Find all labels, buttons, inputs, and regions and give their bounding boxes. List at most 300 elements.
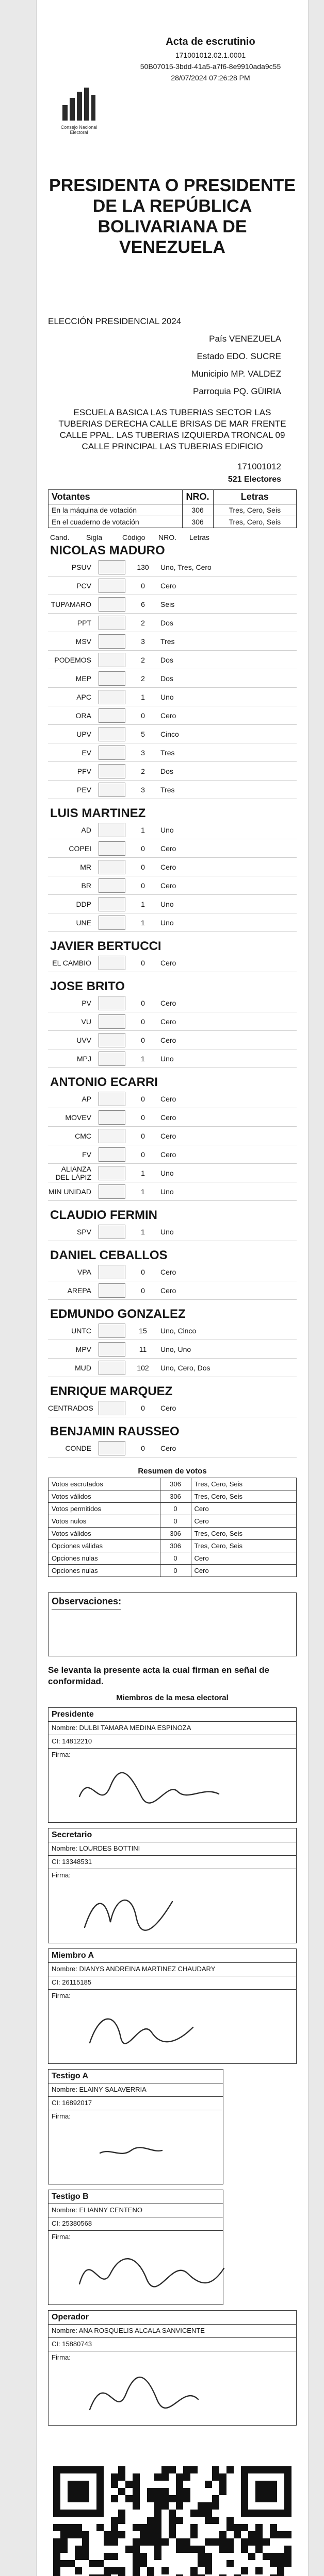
votantes-header-nro: NRO. bbox=[182, 490, 213, 504]
party-logo-icon bbox=[99, 1110, 125, 1125]
handwritten-signature bbox=[48, 2243, 223, 2304]
party-votes: 0 bbox=[141, 844, 145, 853]
qr-module bbox=[212, 2517, 219, 2524]
observaciones-box bbox=[48, 1592, 297, 1656]
qr-module bbox=[133, 2560, 140, 2567]
qr-module bbox=[284, 2481, 291, 2488]
member-firma-label: Firma: bbox=[52, 1992, 71, 1999]
qr-module bbox=[140, 2524, 147, 2531]
party-votes-letras: Cero bbox=[160, 1131, 176, 1140]
qr-module bbox=[263, 2466, 270, 2473]
party-row bbox=[48, 821, 297, 839]
qr-module bbox=[226, 2546, 234, 2553]
qr-module bbox=[125, 2495, 133, 2502]
qr-module bbox=[133, 2481, 140, 2488]
qr-module bbox=[284, 2531, 291, 2538]
qr-module bbox=[118, 2488, 125, 2495]
election-office: PRESIDENTA O PRESIDENTE DE LA REPÚBLICA BOLIVARIANA DE VENEZUELA bbox=[49, 176, 296, 257]
member-firma-label: Firma: bbox=[52, 1871, 71, 1879]
party-sigla: MPV bbox=[75, 1345, 91, 1353]
votantes-header-letras: Letras bbox=[213, 490, 296, 504]
candidate-name: EDMUNDO GONZALEZ bbox=[50, 1307, 186, 1321]
party-row bbox=[48, 577, 297, 595]
member-signature-block bbox=[48, 2190, 223, 2305]
qr-module bbox=[255, 2495, 263, 2502]
party-votes: 2 bbox=[141, 655, 145, 664]
resumen-letras: Tres, Cero, Seis bbox=[191, 1528, 296, 1540]
party-row bbox=[48, 614, 297, 632]
member-name: Nombre: DULBI TAMARA MEDINA ESPINOZA bbox=[48, 1722, 296, 1735]
table-row bbox=[48, 1552, 297, 1565]
party-sigla: COPEI bbox=[69, 844, 91, 853]
party-logo-icon bbox=[99, 1129, 125, 1143]
qr-module bbox=[198, 2560, 205, 2567]
party-row bbox=[48, 895, 297, 913]
table-row bbox=[48, 1565, 297, 1577]
party-logo-icon bbox=[99, 916, 125, 930]
party-logo-icon bbox=[99, 878, 125, 893]
member-ci: CI: 26115185 bbox=[48, 1976, 296, 1990]
qr-module bbox=[161, 2567, 169, 2574]
members-title: Miembros de la mesa electoral bbox=[116, 1693, 229, 1702]
qr-module bbox=[96, 2502, 104, 2510]
col-nro: NRO. bbox=[158, 533, 176, 541]
qr-module bbox=[263, 2538, 270, 2546]
party-votes: 0 bbox=[141, 1094, 145, 1103]
qr-module bbox=[241, 2510, 248, 2517]
qr-module bbox=[270, 2495, 277, 2502]
member-signature-block bbox=[48, 2069, 223, 2184]
party-votes: 3 bbox=[141, 637, 145, 646]
party-logo-icon bbox=[99, 783, 125, 797]
party-sigla: BR bbox=[81, 881, 91, 890]
qr-module bbox=[226, 2538, 234, 2546]
qr-module bbox=[212, 2473, 219, 2481]
party-row bbox=[48, 1031, 297, 1049]
party-logo-icon bbox=[99, 823, 125, 837]
qr-module bbox=[270, 2488, 277, 2495]
party-votes-letras: Uno bbox=[160, 1054, 174, 1063]
party-votes: 1 bbox=[141, 1054, 145, 1063]
party-logo-icon bbox=[99, 1225, 125, 1239]
party-votes: 0 bbox=[141, 1017, 145, 1026]
party-votes-letras: Tres bbox=[160, 748, 175, 757]
party-votes: 1 bbox=[141, 900, 145, 908]
resumen-label: Votos nulos bbox=[48, 1515, 160, 1528]
resumen-nro: 0 bbox=[160, 1552, 191, 1565]
qr-module bbox=[96, 2466, 104, 2473]
party-logo-icon bbox=[99, 841, 125, 856]
table-row bbox=[48, 1540, 297, 1552]
acta-uuid: 50B07015-3bdd-41a5-a7f6-8e9910ada9c55 bbox=[140, 62, 281, 71]
votantes-header-label: Votantes bbox=[48, 490, 183, 504]
party-votes-letras: Cero bbox=[160, 881, 176, 890]
candidate-name: JOSE BRITO bbox=[50, 979, 125, 993]
party-row bbox=[48, 1108, 297, 1127]
party-votes: 0 bbox=[141, 1444, 145, 1452]
resumen-letras: Tres, Cero, Seis bbox=[191, 1490, 296, 1503]
qr-module bbox=[169, 2524, 176, 2531]
party-sigla: UNTC bbox=[71, 1326, 91, 1335]
qr-module bbox=[53, 2466, 60, 2473]
qr-module bbox=[96, 2481, 104, 2488]
party-votes: 0 bbox=[141, 711, 145, 720]
qr-module bbox=[133, 2495, 140, 2502]
parroquia: Parroquia PQ. GÜIRIA bbox=[192, 386, 281, 396]
qr-module bbox=[183, 2488, 190, 2495]
qr-module bbox=[60, 2466, 68, 2473]
qr-module bbox=[53, 2560, 60, 2567]
qr-module bbox=[176, 2495, 183, 2502]
col-cand: Cand. bbox=[50, 533, 70, 541]
party-votes: 2 bbox=[141, 618, 145, 627]
qr-module bbox=[75, 2546, 82, 2553]
party-votes-letras: Cero bbox=[160, 998, 176, 1007]
qr-module bbox=[147, 2495, 154, 2502]
party-row bbox=[48, 994, 297, 1012]
qr-module bbox=[154, 2473, 161, 2481]
qr-module bbox=[263, 2488, 270, 2495]
party-row bbox=[48, 632, 297, 651]
qr-module bbox=[53, 2538, 60, 2546]
qr-module bbox=[183, 2466, 190, 2473]
party-votes-letras: Cinco bbox=[160, 730, 179, 738]
party-sigla: MSV bbox=[75, 637, 91, 646]
qr-module bbox=[270, 2510, 277, 2517]
qr-module bbox=[263, 2553, 270, 2560]
qr-module bbox=[75, 2567, 82, 2574]
qr-module bbox=[154, 2495, 161, 2502]
party-votes-letras: Uno, Cinco bbox=[160, 1326, 197, 1335]
qr-module bbox=[205, 2502, 212, 2510]
qr-module bbox=[161, 2538, 169, 2546]
party-sigla: MIN UNIDAD bbox=[48, 1187, 91, 1196]
party-row bbox=[48, 876, 297, 895]
party-votes-letras: Cero bbox=[160, 1150, 176, 1159]
party-votes-letras: Dos bbox=[160, 767, 173, 775]
party-votes: 0 bbox=[141, 1150, 145, 1159]
qr-module bbox=[270, 2481, 277, 2488]
qr-module bbox=[111, 2481, 118, 2488]
party-logo-icon bbox=[99, 579, 125, 593]
party-votes: 2 bbox=[141, 767, 145, 775]
qr-module bbox=[284, 2553, 291, 2560]
qr-module bbox=[154, 2538, 161, 2546]
qr-module bbox=[154, 2510, 161, 2517]
candidate-name: JAVIER BERTUCCI bbox=[50, 939, 161, 953]
qr-module bbox=[96, 2495, 104, 2502]
qr-module bbox=[190, 2510, 198, 2517]
qr-module bbox=[154, 2517, 161, 2524]
qr-module bbox=[53, 2553, 60, 2560]
party-logo-icon bbox=[99, 1147, 125, 1162]
logo-caption: Consejo Nacional Electoral bbox=[60, 125, 98, 135]
party-logo-icon bbox=[99, 634, 125, 649]
qr-module bbox=[176, 2538, 183, 2546]
votantes-label: En la máquina de votación bbox=[48, 504, 183, 516]
qr-module bbox=[198, 2510, 205, 2517]
candidate-name: ENRIQUE MARQUEZ bbox=[50, 1384, 173, 1398]
qr-module bbox=[212, 2495, 219, 2502]
resumen-nro: 0 bbox=[160, 1515, 191, 1528]
acta-datetime: 28/07/2024 07:26:28 PM bbox=[171, 74, 250, 82]
qr-module bbox=[255, 2510, 263, 2517]
qr-module bbox=[205, 2553, 212, 2560]
qr-module bbox=[205, 2481, 212, 2488]
qr-module bbox=[183, 2495, 190, 2502]
table-row bbox=[48, 1503, 297, 1515]
resumen-label: Opciones nulas bbox=[48, 1552, 160, 1565]
votantes-header bbox=[48, 490, 297, 504]
qr-module bbox=[140, 2560, 147, 2567]
member-role: Operador bbox=[48, 2311, 296, 2325]
member-firma-label: Firma: bbox=[52, 2112, 71, 2120]
qr-module bbox=[255, 2538, 263, 2546]
qr-module bbox=[284, 2466, 291, 2473]
member-ci: CI: 16892017 bbox=[48, 2097, 223, 2110]
qr-module bbox=[147, 2531, 154, 2538]
qr-module bbox=[104, 2531, 111, 2538]
handwritten-signature bbox=[48, 1881, 296, 1943]
observaciones-label: Observaciones: bbox=[52, 1596, 121, 1609]
resumen-letras: Cero bbox=[191, 1565, 296, 1577]
qr-module bbox=[190, 2567, 198, 2574]
table-row bbox=[48, 1490, 297, 1503]
qr-module bbox=[205, 2538, 212, 2546]
qr-module bbox=[284, 2488, 291, 2495]
qr-module bbox=[183, 2473, 190, 2481]
qr-module bbox=[53, 2502, 60, 2510]
party-logo-icon bbox=[99, 653, 125, 667]
qr-module bbox=[96, 2524, 104, 2531]
party-sigla: AREPA bbox=[67, 1286, 91, 1295]
qr-module bbox=[277, 2466, 284, 2473]
qr-module bbox=[60, 2531, 68, 2538]
party-votes-letras: Cero bbox=[160, 1113, 176, 1122]
table-row bbox=[48, 1515, 297, 1528]
qr-module bbox=[161, 2466, 169, 2473]
party-row bbox=[48, 651, 297, 669]
table-row bbox=[48, 1528, 297, 1540]
resumen-nro: 306 bbox=[160, 1528, 191, 1540]
estado: Estado EDO. SUCRE bbox=[197, 351, 281, 361]
party-row bbox=[48, 1321, 297, 1340]
qr-module bbox=[226, 2517, 234, 2524]
party-votes: 130 bbox=[137, 563, 149, 571]
qr-module bbox=[270, 2524, 277, 2531]
qr-module bbox=[176, 2546, 183, 2553]
party-votes-letras: Cero bbox=[160, 1444, 176, 1452]
qr-module bbox=[183, 2538, 190, 2546]
qr-module bbox=[241, 2473, 248, 2481]
party-votes-letras: Cero bbox=[160, 1094, 176, 1103]
qr-module bbox=[198, 2546, 205, 2553]
party-votes: 0 bbox=[141, 881, 145, 890]
qr-module bbox=[190, 2524, 198, 2531]
party-row bbox=[48, 1263, 297, 1281]
party-row bbox=[48, 706, 297, 725]
qr-module bbox=[111, 2553, 118, 2560]
party-row bbox=[48, 1281, 297, 1300]
qr-module bbox=[104, 2553, 111, 2560]
member-role: Testigo A bbox=[48, 2070, 223, 2083]
candidate-name: ANTONIO ECARRI bbox=[50, 1075, 158, 1089]
party-sigla: PCV bbox=[76, 581, 91, 590]
party-sigla: SPV bbox=[76, 1227, 91, 1236]
qr-module bbox=[277, 2560, 284, 2567]
party-votes-letras: Uno bbox=[160, 1187, 174, 1196]
qr-module bbox=[53, 2473, 60, 2481]
party-logo-icon bbox=[99, 1324, 125, 1338]
party-votes-letras: Cero bbox=[160, 581, 176, 590]
qr-module bbox=[248, 2538, 255, 2546]
col-sigla: Sigla bbox=[86, 533, 103, 541]
election-meta bbox=[48, 304, 297, 397]
party-votes-letras: Cero bbox=[160, 862, 176, 871]
party-row bbox=[48, 1223, 297, 1241]
party-votes: 1 bbox=[141, 825, 145, 834]
member-role: Miembro A bbox=[48, 1949, 296, 1963]
qr-module bbox=[190, 2546, 198, 2553]
party-logo-icon bbox=[99, 1441, 125, 1455]
resumen-label: Votos válidos bbox=[48, 1528, 160, 1540]
qr-module bbox=[111, 2473, 118, 2481]
party-votes-letras: Uno, Uno bbox=[160, 1345, 191, 1353]
party-row bbox=[48, 1164, 297, 1182]
party-votes: 0 bbox=[141, 1131, 145, 1140]
qr-module bbox=[133, 2567, 140, 2574]
qr-module bbox=[111, 2495, 118, 2502]
party-sigla: EV bbox=[82, 748, 91, 757]
qr-module bbox=[219, 2481, 226, 2488]
qr-module bbox=[198, 2553, 205, 2560]
qr-module bbox=[255, 2481, 263, 2488]
qr-module bbox=[82, 2531, 89, 2538]
member-name: Nombre: DIANYS ANDREINA MARTINEZ CHAUDARY bbox=[48, 1963, 296, 1976]
qr-module bbox=[248, 2510, 255, 2517]
qr-module bbox=[75, 2553, 82, 2560]
qr-module bbox=[60, 2510, 68, 2517]
qr-module bbox=[241, 2546, 248, 2553]
party-votes: 6 bbox=[141, 600, 145, 608]
qr-module bbox=[118, 2531, 125, 2538]
party-row bbox=[48, 725, 297, 743]
qr-module bbox=[133, 2488, 140, 2495]
party-sigla: AD bbox=[81, 825, 91, 834]
party-row bbox=[48, 913, 297, 932]
party-sigla: MUD bbox=[75, 1363, 91, 1372]
qr-module bbox=[89, 2560, 96, 2567]
party-logo-icon bbox=[99, 616, 125, 630]
qr-module bbox=[118, 2473, 125, 2481]
qr-module bbox=[241, 2481, 248, 2488]
party-votes-letras: Dos bbox=[160, 674, 173, 683]
qr-module bbox=[226, 2466, 234, 2473]
qr-module bbox=[133, 2538, 140, 2546]
qr-module bbox=[241, 2502, 248, 2510]
party-votes: 2 bbox=[141, 674, 145, 683]
party-row bbox=[48, 1145, 297, 1164]
qr-module bbox=[226, 2524, 234, 2531]
qr-module bbox=[255, 2567, 263, 2574]
electores-count: 521 Electores bbox=[228, 475, 281, 484]
qr-module bbox=[284, 2510, 291, 2517]
party-votes-letras: Tres bbox=[160, 637, 175, 646]
party-logo-icon bbox=[99, 897, 125, 911]
qr-module bbox=[284, 2473, 291, 2481]
party-sigla: MOVEV bbox=[65, 1113, 91, 1122]
election-name: ELECCIÓN PRESIDENCIAL 2024 bbox=[48, 316, 182, 326]
party-votes-letras: Uno, Cero, Dos bbox=[160, 1363, 210, 1372]
qr-module bbox=[277, 2553, 284, 2560]
qr-module bbox=[68, 2495, 75, 2502]
party-sigla: UVV bbox=[76, 1036, 91, 1044]
qr-module bbox=[255, 2488, 263, 2495]
col-codigo: Código bbox=[122, 533, 145, 541]
votantes-label: En el cuaderno de votación bbox=[48, 516, 183, 528]
resumen-label: Votos permitidos bbox=[48, 1503, 160, 1515]
qr-module bbox=[147, 2538, 154, 2546]
votantes-nro: 306 bbox=[182, 516, 213, 528]
qr-module bbox=[75, 2531, 82, 2538]
resumen-letras: Tres, Cero, Seis bbox=[191, 1540, 296, 1552]
party-votes: 0 bbox=[141, 581, 145, 590]
cne-logo-icon bbox=[53, 77, 105, 144]
qr-module bbox=[226, 2560, 234, 2567]
qr-module bbox=[75, 2524, 82, 2531]
qr-module bbox=[161, 2495, 169, 2502]
member-role: Presidente bbox=[48, 1708, 296, 1722]
qr-module bbox=[241, 2567, 248, 2574]
qr-module bbox=[111, 2531, 118, 2538]
resumen-table bbox=[48, 1478, 297, 1577]
qr-module bbox=[154, 2502, 161, 2510]
qr-module bbox=[284, 2546, 291, 2553]
members-list bbox=[48, 1707, 297, 2426]
party-votes: 3 bbox=[141, 785, 145, 794]
party-votes-letras: Cero bbox=[160, 1403, 176, 1412]
qr-module bbox=[169, 2517, 176, 2524]
qr-module bbox=[154, 2546, 161, 2553]
handwritten-signature bbox=[48, 2363, 296, 2425]
qr-module bbox=[161, 2502, 169, 2510]
qr-module bbox=[176, 2488, 183, 2495]
qr-module bbox=[60, 2546, 68, 2553]
party-logo-icon bbox=[99, 727, 125, 741]
party-sigla: APC bbox=[76, 692, 91, 701]
qr-module bbox=[147, 2517, 154, 2524]
acta-title: Acta de escrutinio bbox=[166, 36, 255, 47]
qr-module bbox=[190, 2531, 198, 2538]
member-name: Nombre: LOURDES BOTTINI bbox=[48, 1842, 296, 1856]
qr-module bbox=[133, 2524, 140, 2531]
party-votes: 5 bbox=[141, 730, 145, 738]
qr-module bbox=[104, 2567, 111, 2574]
qr-module bbox=[219, 2488, 226, 2495]
acta-paper bbox=[36, 0, 309, 2576]
qr-module bbox=[133, 2546, 140, 2553]
qr-code bbox=[48, 2446, 296, 2576]
acta-header bbox=[48, 0, 297, 304]
party-logo-icon bbox=[99, 1265, 125, 1279]
party-sigla: ALIANZA DEL LÁPIZ bbox=[55, 1164, 91, 1181]
party-logo-icon bbox=[99, 671, 125, 686]
table-row bbox=[48, 504, 297, 516]
party-sigla: EL CAMBIO bbox=[52, 958, 91, 967]
qr-module bbox=[53, 2510, 60, 2517]
candidates-list bbox=[48, 544, 297, 1458]
party-votes-letras: Cero bbox=[160, 1017, 176, 1026]
